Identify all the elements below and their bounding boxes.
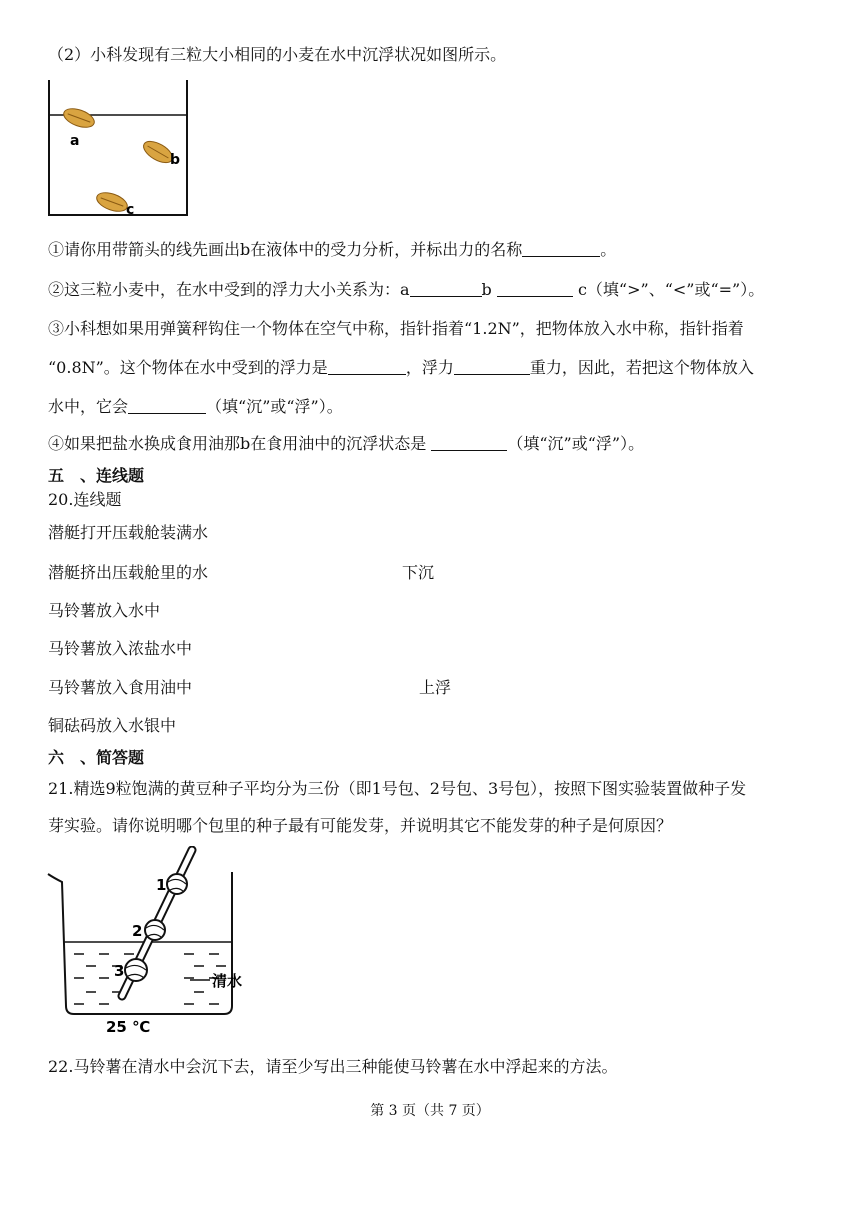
seed-label-3: 3	[114, 962, 125, 980]
match-right-item-float: 上浮	[419, 678, 452, 697]
q19-item3-line3: 水中，它会 （填“沉”或“浮”）。	[48, 397, 343, 416]
match-left-item-1: 潜艇打开压载舱装满水	[48, 523, 209, 542]
q21-line1: 21.精选9粒饱满的黄豆种子平均分为三份（即1号包、2号包、3号包），按照下图实验装置做种子发	[48, 779, 747, 798]
seed-3	[125, 959, 147, 981]
match-left-item-3: 马铃薯放入水中	[48, 601, 161, 620]
page-footer: 第 3 页（共 7 页）	[370, 1103, 490, 1119]
q19-item3-line2: “0.8N”。这个物体在水中受到的浮力是 ，浮力 重力，因此，若把这个物体放入	[48, 358, 754, 377]
seed-1	[167, 874, 187, 894]
q19-item4: ④如果把盐水换成食用油那b在食用油中的沉浮状态是 （填“沉”或“浮”）。	[48, 434, 645, 453]
label-c: c	[126, 202, 135, 218]
water-label: 清水	[212, 972, 243, 990]
q20-title: 20.连线题	[48, 490, 122, 509]
temperature-label: 25 ℃	[106, 1018, 151, 1036]
q19-item1: ①请你用带箭头的线先画出b在液体中的受力分析，并标出力的名称 。	[48, 240, 617, 259]
q22-text: 22.马铃薯在清水中会沉下去，请至少写出三种能使马铃薯在水中浮起来的方法。	[48, 1057, 618, 1076]
q19-2-intro: （2）小科发现有三粒大小相同的小麦在水中沉浮状况如图所示。	[48, 45, 507, 64]
match-left-item-5: 马铃薯放入食用油中	[48, 678, 193, 697]
wheat-grain-a	[61, 105, 97, 131]
wheat-grain-c	[94, 189, 130, 215]
q19-item2: ②这三粒小麦中，在水中受到的浮力大小关系为：a b c（填“>”、“<”或“=”）。	[48, 280, 765, 299]
seed-2	[145, 920, 165, 940]
q21-line2: 芽实验。请你说明哪个包里的种子最有可能发芽，并说明其它不能发芽的种子是何原因？	[48, 816, 673, 835]
match-left-item-2: 潜艇挤出压载舱里的水	[48, 563, 209, 582]
wheat-floating-figure	[46, 80, 191, 220]
seed-label-1: 1	[156, 876, 167, 894]
match-right-item-sink: 下沉	[402, 563, 435, 582]
label-a: a	[70, 133, 80, 149]
match-left-item-6: 铜砝码放入水银中	[48, 716, 177, 735]
section5-heading: 五 、连线题	[48, 466, 145, 485]
q19-item3-line1: ③小科想如果用弹簧秤钩住一个物体在空气中称，指针指着“1.2N”，把物体放入水中称，指针指着	[48, 319, 744, 338]
seed-germination-figure	[44, 846, 274, 1036]
section6-heading: 六 、简答题	[48, 748, 145, 767]
match-left-item-4: 马铃薯放入浓盐水中	[48, 639, 193, 658]
label-b: b	[170, 152, 181, 168]
seed-label-2: 2	[132, 922, 143, 940]
